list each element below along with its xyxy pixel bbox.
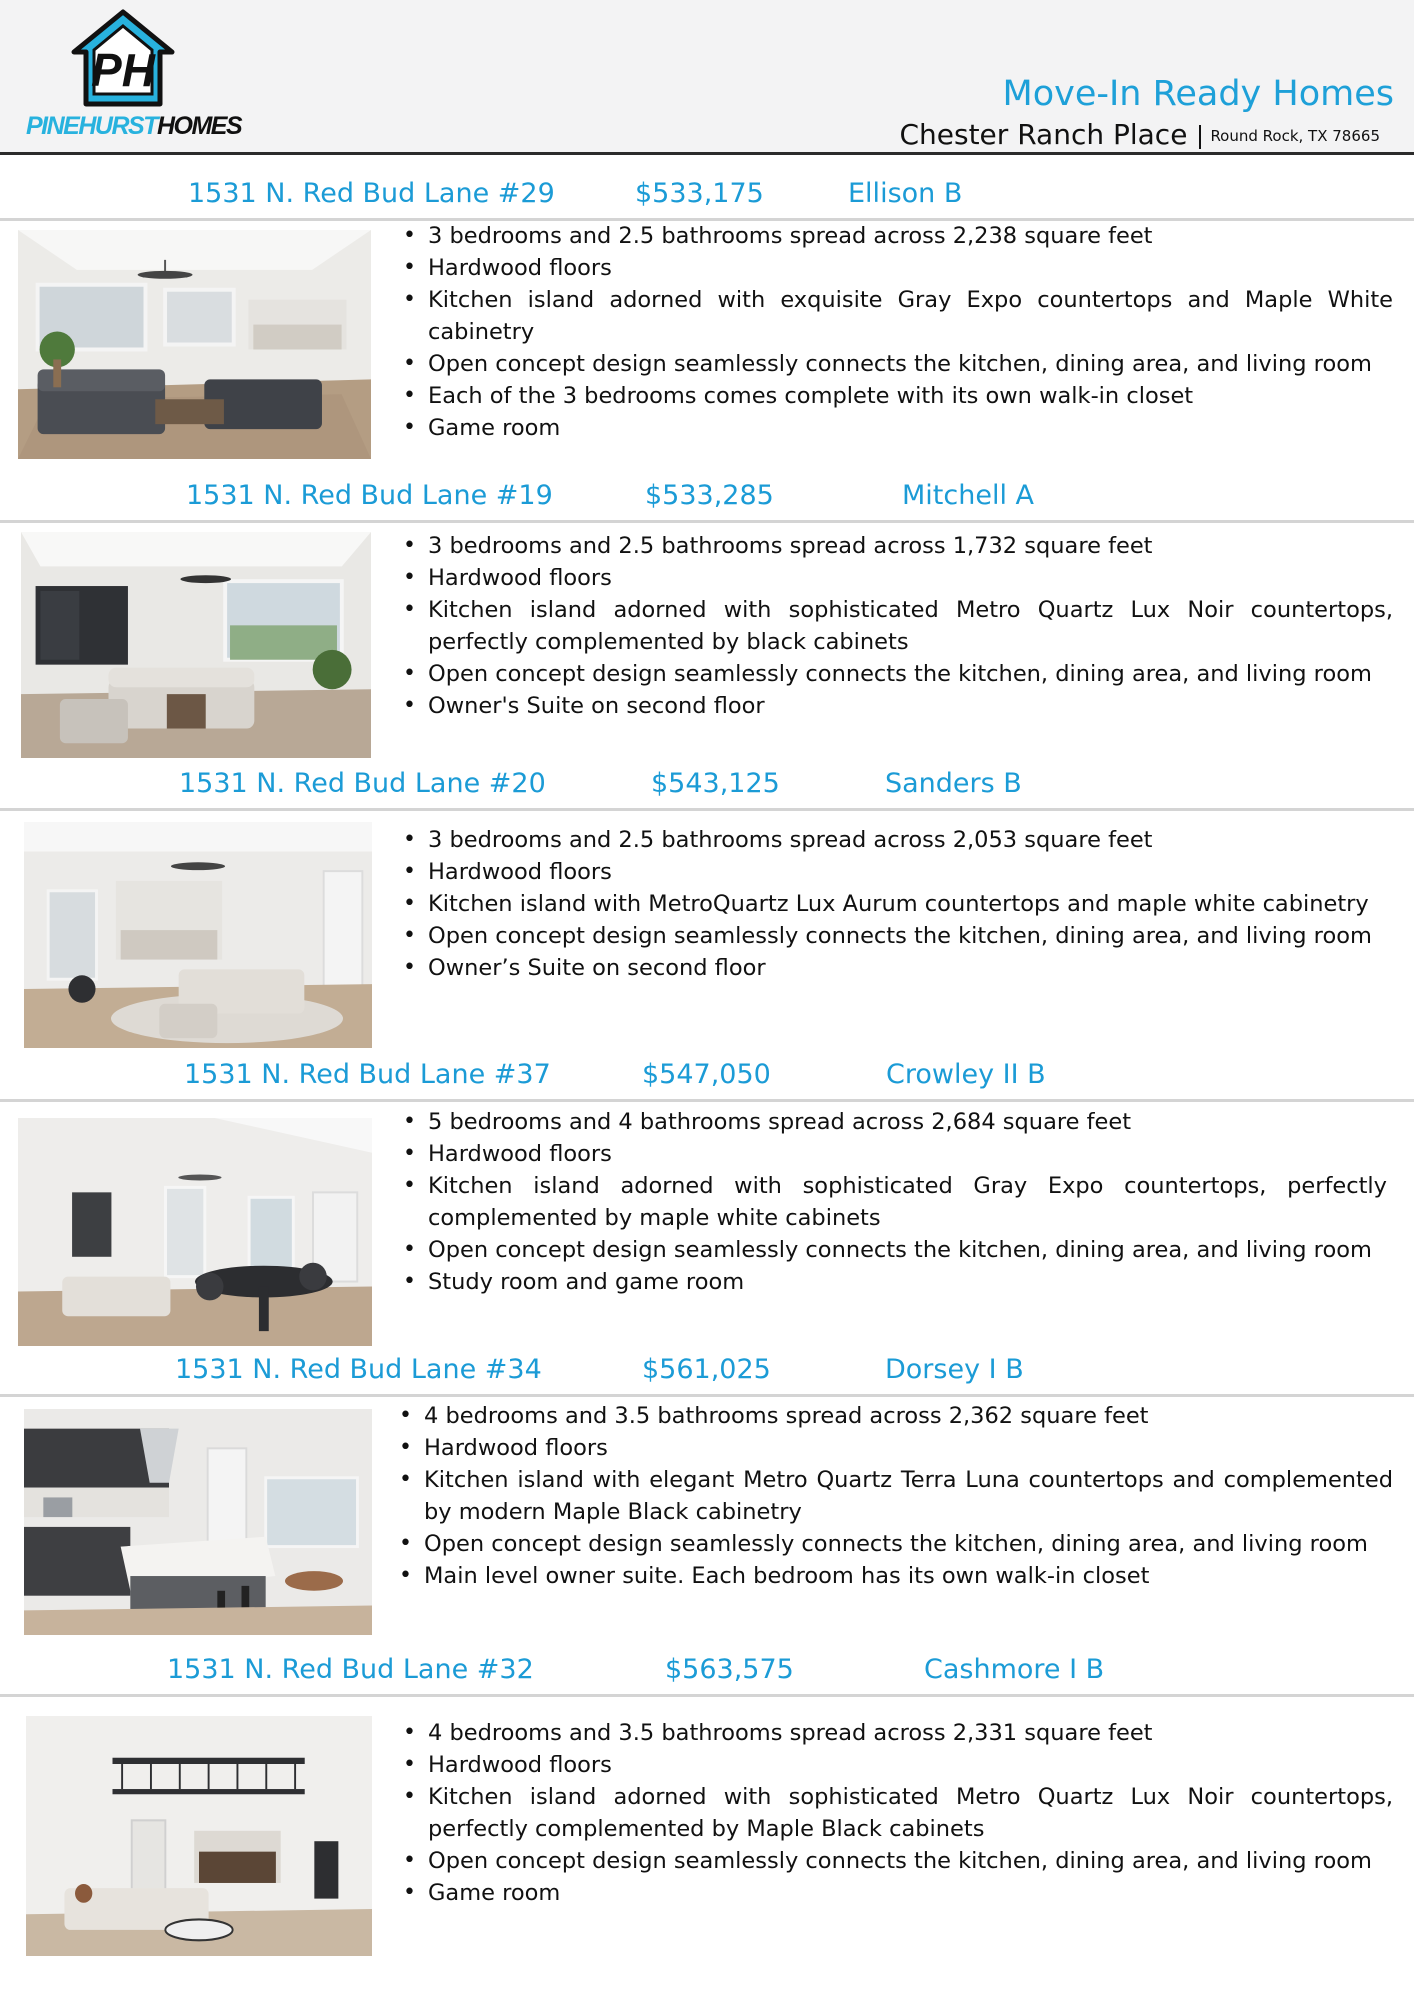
feature-item: • Kitchen island adorned with sophisticated Gray Expo countertops, perfectly complemented by maple white cabinets bbox=[400, 1170, 1387, 1234]
listing-photo bbox=[26, 1716, 372, 1956]
feature-item: • 3 bedrooms and 2.5 bathrooms spread across 1,732 square feet bbox=[400, 530, 1393, 562]
feature-item: • Each of the 3 bedrooms comes complete with its own walk-in closet bbox=[400, 380, 1393, 412]
feature-list bbox=[400, 530, 1393, 722]
city-state-zip: Round Rock, TX 78665 bbox=[1210, 127, 1380, 145]
listing-plan: Crowley II B bbox=[886, 1059, 1046, 1090]
listing-price: $563,575 bbox=[665, 1654, 794, 1685]
listing-divider bbox=[0, 520, 1414, 523]
feature-item: • Owner's Suite on second floor bbox=[400, 690, 1393, 722]
listing-header bbox=[0, 1354, 1414, 1394]
feature-item: • Kitchen island with MetroQuartz Lux Aurum countertops and maple white cabinetry bbox=[400, 888, 1387, 920]
feature-list bbox=[400, 1106, 1387, 1298]
listing-address: 1531 N. Red Bud Lane #19 bbox=[186, 480, 553, 511]
feature-item: • Open concept design seamlessly connects the kitchen, dining area, and living room bbox=[396, 1528, 1393, 1560]
listing-plan: Ellison B bbox=[848, 178, 963, 209]
listing-photo bbox=[18, 230, 371, 459]
page-title: Move-In Ready Homes bbox=[1002, 74, 1394, 114]
feature-item: • Open concept design seamlessly connects the kitchen, dining area, and living room bbox=[400, 348, 1393, 380]
listing-header bbox=[0, 178, 1414, 218]
feature-item: • Open concept design seamlessly connects the kitchen, dining area, and living room bbox=[400, 920, 1387, 952]
listing-divider bbox=[0, 1694, 1414, 1697]
feature-item: • Hardwood floors bbox=[400, 562, 1393, 594]
feature-item: • Hardwood floors bbox=[400, 1138, 1387, 1170]
feature-list bbox=[396, 1400, 1393, 1592]
feature-list bbox=[400, 1717, 1393, 1909]
listing-divider bbox=[0, 1394, 1414, 1397]
listing-divider bbox=[0, 1099, 1414, 1102]
listing-price: $561,025 bbox=[642, 1354, 771, 1385]
listing-divider bbox=[0, 808, 1414, 811]
feature-item: • Study room and game room bbox=[400, 1266, 1387, 1298]
listing-header bbox=[0, 1059, 1414, 1099]
feature-item: • Hardwood floors bbox=[400, 856, 1387, 888]
feature-item: • Game room bbox=[400, 412, 1393, 444]
feature-item: • Kitchen island adorned with exquisite Gray Expo countertops and Maple White cabinetry bbox=[400, 284, 1393, 348]
listing-header bbox=[0, 1654, 1414, 1694]
feature-list bbox=[400, 824, 1387, 984]
listing-price: $543,125 bbox=[651, 768, 780, 799]
feature-item: • Main level owner suite. Each bedroom has its own walk-in closet bbox=[396, 1560, 1393, 1592]
listing-price: $533,175 bbox=[635, 178, 764, 209]
listing-plan: Cashmore I B bbox=[924, 1654, 1105, 1685]
feature-list bbox=[400, 220, 1393, 444]
feature-item: • 5 bedrooms and 4 bathrooms spread across 2,684 square feet bbox=[400, 1106, 1387, 1138]
pinehurst-logo bbox=[26, 8, 246, 148]
feature-item: • 3 bedrooms and 2.5 bathrooms spread across 2,238 square feet bbox=[400, 220, 1393, 252]
feature-item: • Game room bbox=[400, 1877, 1393, 1909]
listing-address: 1531 N. Red Bud Lane #20 bbox=[179, 768, 546, 799]
feature-item: • Hardwood floors bbox=[396, 1432, 1393, 1464]
listing-address: 1531 N. Red Bud Lane #34 bbox=[175, 1354, 542, 1385]
listing-address: 1531 N. Red Bud Lane #32 bbox=[167, 1654, 534, 1685]
feature-item: • Kitchen island adorned with sophisticated Metro Quartz Lux Noir countertops, perfectly complemented by black cabinets bbox=[400, 594, 1393, 658]
feature-item: • Hardwood floors bbox=[400, 252, 1393, 284]
listing-photo bbox=[24, 1409, 372, 1635]
separator bbox=[1199, 125, 1201, 149]
feature-item: • Open concept design seamlessly connects the kitchen, dining area, and living room bbox=[400, 1234, 1387, 1266]
feature-item: • Kitchen island adorned with sophisticated Metro Quartz Lux Noir countertops, perfectly complemented by Maple Black cabinets bbox=[400, 1781, 1393, 1845]
feature-item: • Hardwood floors bbox=[400, 1749, 1393, 1781]
listing-plan: Dorsey I B bbox=[885, 1354, 1024, 1385]
feature-item: • Kitchen island with elegant Metro Quartz Terra Luna countertops and complemented by modern Maple Black cabinetry bbox=[396, 1464, 1393, 1528]
listing-plan: Mitchell A bbox=[902, 480, 1035, 511]
community-line bbox=[899, 118, 1380, 151]
listing-plan: Sanders B bbox=[885, 768, 1022, 799]
feature-item: • Owner’s Suite on second floor bbox=[400, 952, 1387, 984]
feature-item: • 4 bedrooms and 3.5 bathrooms spread across 2,362 square feet bbox=[396, 1400, 1393, 1432]
listing-photo bbox=[18, 1118, 372, 1346]
listing-address: 1531 N. Red Bud Lane #29 bbox=[188, 178, 555, 209]
house-logo-icon bbox=[68, 8, 178, 108]
community-name: Chester Ranch Place bbox=[899, 118, 1188, 151]
listing-photo bbox=[24, 822, 372, 1048]
logo-wordmark: PINEHURSTHOMES bbox=[26, 112, 242, 140]
listing-address: 1531 N. Red Bud Lane #37 bbox=[184, 1059, 551, 1090]
feature-item: • 4 bedrooms and 3.5 bathrooms spread across 2,331 square feet bbox=[400, 1717, 1393, 1749]
feature-item: • 3 bedrooms and 2.5 bathrooms spread across 2,053 square feet bbox=[400, 824, 1387, 856]
feature-item: • Open concept design seamlessly connects the kitchen, dining area, and living room bbox=[400, 1845, 1393, 1877]
listing-price: $533,285 bbox=[645, 480, 774, 511]
header-divider bbox=[0, 152, 1414, 155]
listing-price: $547,050 bbox=[642, 1059, 771, 1090]
feature-item: • Open concept design seamlessly connects the kitchen, dining area, and living room bbox=[400, 658, 1393, 690]
svg-text:PH: PH bbox=[91, 44, 155, 96]
listing-header bbox=[0, 768, 1414, 808]
listing-header bbox=[0, 480, 1414, 520]
listing-photo bbox=[21, 532, 371, 758]
page-header bbox=[0, 0, 1414, 152]
